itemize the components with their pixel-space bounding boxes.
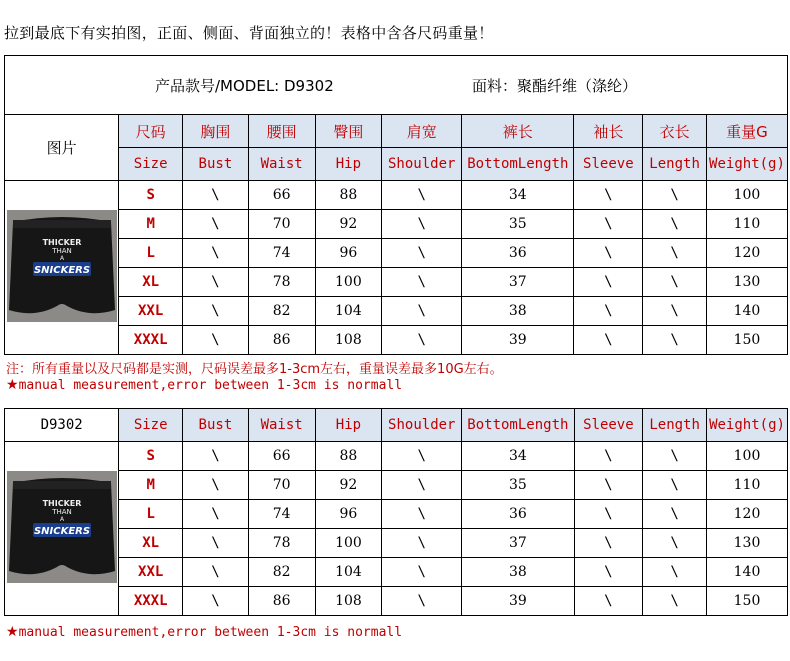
table-row [5,558,788,587]
header-row-en-2 [5,409,788,442]
model-row [5,56,788,115]
value-cell: 100 [707,442,788,471]
value-cell: \ [183,500,249,529]
value-cell: \ [183,239,249,268]
value-cell: \ [183,181,249,210]
header-cn: 腰围 [248,115,315,148]
value-cell: 130 [706,268,787,297]
value-cell: \ [183,587,249,616]
size-chart-table-2 [4,408,788,616]
value-cell: \ [382,500,462,529]
value-cell: 86 [248,587,315,616]
size-chart-table [4,55,788,355]
value-cell: \ [643,181,707,210]
value-cell: 100 [315,529,382,558]
value-cell: 74 [248,500,315,529]
header-en: Hip [315,409,382,442]
star-icon: ★ [6,624,19,640]
value-cell: 70 [248,471,315,500]
header-en: BottomLength [462,409,574,442]
header-cn: 尺码 [119,115,183,148]
value-cell: 96 [315,500,382,529]
value-cell: 36 [462,239,574,268]
header-en: Bust [183,148,249,181]
value-cell: \ [183,558,249,587]
value-cell: \ [574,471,643,500]
value-cell: \ [643,442,707,471]
value-cell: 100 [315,268,382,297]
value-cell: 88 [315,181,382,210]
value-cell: 36 [462,500,574,529]
header-cn: 裤长 [462,115,574,148]
product-photo [7,471,117,583]
value-cell: \ [382,587,462,616]
value-cell: 104 [315,558,382,587]
value-cell: \ [574,442,643,471]
model-code: D9302 [5,409,119,442]
value-cell: 110 [706,210,787,239]
table-row [5,500,788,529]
value-cell: \ [183,268,249,297]
value-cell: 66 [248,442,315,471]
value-cell: \ [183,297,249,326]
value-cell: 88 [315,442,382,471]
header-en: Shoulder [382,148,462,181]
value-cell: 34 [462,181,574,210]
value-cell: \ [382,442,462,471]
header-cn: 袖长 [574,115,643,148]
value-cell: \ [382,268,462,297]
value-cell: \ [382,181,462,210]
value-cell: 78 [248,529,315,558]
header-en: Sleeve [574,409,643,442]
value-cell: 110 [707,471,788,500]
header-cn: 胸围 [183,115,249,148]
value-cell: 108 [315,587,382,616]
header-en: Size [119,409,183,442]
size-cell: XXXL [119,587,183,616]
value-cell: 38 [462,297,574,326]
value-cell: \ [574,326,643,355]
value-cell: 140 [706,297,787,326]
value-cell: \ [643,210,707,239]
size-cell: XXL [119,558,183,587]
value-cell: 104 [315,297,382,326]
value-cell: \ [183,442,249,471]
value-cell: 120 [707,500,788,529]
header-en: BottomLength [462,148,574,181]
product-photo-cell [5,181,119,355]
table-row [5,239,788,268]
size-cell: S [119,181,183,210]
size-cell: M [119,471,183,500]
value-cell: 86 [248,326,315,355]
table-row [5,268,788,297]
size-cell: L [119,239,183,268]
table-row [5,587,788,616]
value-cell: 35 [462,210,574,239]
header-en: Length [643,409,707,442]
table-row [5,326,788,355]
header-cn: 肩宽 [382,115,462,148]
value-cell: \ [574,529,643,558]
value-cell: 92 [315,210,382,239]
note-en-2-text: manual measurement,error between 1-3cm is normall [18,625,403,640]
svg-text:THAN: THAN [51,507,72,516]
size-cell: XXXL [119,326,183,355]
value-cell: \ [382,471,462,500]
header-row-en [5,148,788,181]
value-cell: \ [643,500,707,529]
value-cell: 96 [315,239,382,268]
value-cell: \ [382,558,462,587]
value-cell: 35 [462,471,574,500]
size-cell: M [119,210,183,239]
value-cell: 100 [706,181,787,210]
value-cell: 66 [248,181,315,210]
value-cell: \ [382,529,462,558]
value-cell: \ [643,239,707,268]
header-en: Size [119,148,183,181]
table-row [5,181,788,210]
material-label: 面料：聚酯纤维（涤纶） [471,76,637,95]
value-cell: \ [643,558,707,587]
value-cell: 150 [707,587,788,616]
value-cell: \ [643,268,707,297]
svg-text:A: A [59,254,64,262]
value-cell: \ [643,297,707,326]
svg-text:THICKER: THICKER [42,498,82,508]
header-en: Weight(g) [707,409,788,442]
value-cell: 38 [462,558,574,587]
value-cell: 34 [462,442,574,471]
header-en: Length [643,148,707,181]
value-cell: \ [183,529,249,558]
value-cell: \ [643,587,707,616]
header-en: Bust [183,409,249,442]
note-cn: 注：所有重量以及尺码都是实测，尺码误差最多1-3cm左右，重量误差最多10G左右。 [6,362,503,377]
value-cell: 120 [706,239,787,268]
header-en: Waist [248,409,315,442]
value-cell: 82 [248,558,315,587]
header-cn: 衣长 [643,115,707,148]
value-cell: \ [574,558,643,587]
value-cell: \ [574,297,643,326]
svg-text:THICKER: THICKER [42,237,82,247]
size-cell: L [119,500,183,529]
value-cell: \ [382,326,462,355]
value-cell: \ [382,210,462,239]
note-en-2 [6,624,402,640]
header-cn: 重量G [706,115,787,148]
header-note: 拉到最底下有实拍图，正面、侧面、背面独立的！表格中含各尺码重量！ [4,24,494,42]
star-icon: ★ [6,377,19,393]
table-row [5,297,788,326]
header-en: Sleeve [574,148,643,181]
value-cell: 150 [706,326,787,355]
value-cell: \ [382,239,462,268]
size-cell: XL [119,268,183,297]
header-en: Weight(g) [706,148,787,181]
svg-text:A: A [59,515,64,523]
size-cell: S [119,442,183,471]
value-cell: 92 [315,471,382,500]
value-cell: 37 [462,268,574,297]
value-cell: \ [574,210,643,239]
value-cell: 82 [248,297,315,326]
value-cell: \ [574,587,643,616]
value-cell: 140 [707,558,788,587]
picture-label: 图片 [5,115,119,181]
value-cell: 78 [248,268,315,297]
header-cn: 臀围 [315,115,382,148]
table-row [5,529,788,558]
value-cell: \ [382,297,462,326]
value-cell: \ [183,471,249,500]
table-row [5,210,788,239]
model-label: 产品款号/MODEL: D9302 [155,76,334,95]
value-cell: \ [574,239,643,268]
value-cell: 130 [707,529,788,558]
value-cell: \ [574,500,643,529]
value-cell: \ [643,529,707,558]
header-row-cn [5,115,788,148]
size-cell: XL [119,529,183,558]
note-en-text: manual measurement,error between 1-3cm is normall [18,378,403,393]
product-photo [7,210,117,322]
header-en: Hip [315,148,382,181]
svg-text:SNICKERS: SNICKERS [33,264,90,276]
svg-text:SNICKERS: SNICKERS [33,525,90,537]
svg-text:THAN: THAN [51,246,72,255]
value-cell: 37 [462,529,574,558]
value-cell: \ [643,471,707,500]
value-cell: 70 [248,210,315,239]
header-en: Waist [248,148,315,181]
table-row [5,471,788,500]
table-row [5,442,788,471]
value-cell: 39 [462,587,574,616]
value-cell: 39 [462,326,574,355]
value-cell: 108 [315,326,382,355]
value-cell: \ [183,210,249,239]
value-cell: \ [574,268,643,297]
product-photo-cell [5,442,119,616]
value-cell: \ [643,326,707,355]
value-cell: \ [183,326,249,355]
size-cell: XXL [119,297,183,326]
value-cell: 74 [248,239,315,268]
note-en [6,377,402,393]
value-cell: \ [574,181,643,210]
header-en: Shoulder [382,409,462,442]
